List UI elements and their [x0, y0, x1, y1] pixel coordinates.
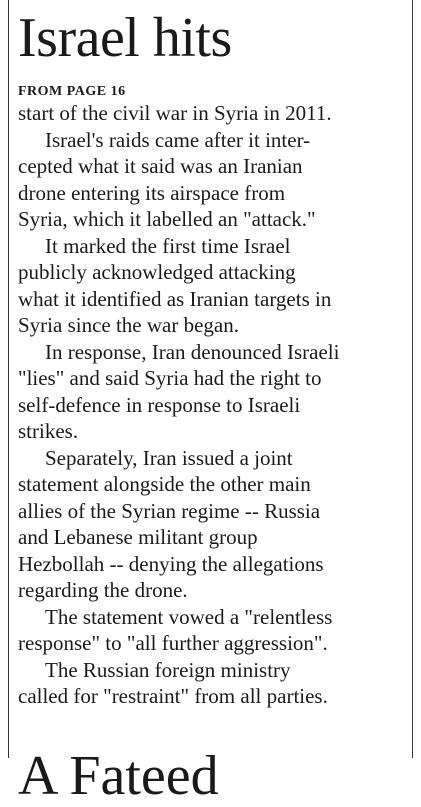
text-line: cepted what it said was an Iranian	[18, 154, 303, 178]
text-line: Hezbollah -- denying the allegations	[18, 551, 324, 576]
text-line: called for "restraint" from all parties.	[18, 684, 328, 708]
jump-line: FROM PAGE 16	[18, 84, 126, 99]
paragraph-6	[18, 604, 410, 657]
text-line: It marked the first time Israel	[45, 233, 291, 258]
paragraph-3	[18, 233, 410, 339]
text-line: The statement vowed a "relentless	[45, 604, 333, 629]
text-line: strikes.	[18, 419, 79, 443]
text-line: response" to "all further aggression".	[18, 631, 328, 655]
text-line: publicly acknowledged attacking	[18, 260, 296, 284]
article-body	[18, 100, 410, 710]
text-line: Separately, Iran issued a joint	[45, 445, 293, 470]
paragraph-1	[18, 100, 410, 127]
text-line: The Russian foreign ministry	[45, 657, 291, 682]
text-line: regarding the drone.	[18, 578, 188, 602]
paragraph-4	[18, 339, 410, 445]
text-line: drone entering its airspace from	[18, 180, 286, 205]
column-rule-right	[412, 0, 413, 758]
text-line: self-defence in response to Israeli	[18, 392, 301, 417]
paragraph-2	[18, 127, 410, 233]
paragraph-5	[18, 445, 410, 604]
paragraph-7	[18, 657, 410, 710]
next-article-headline-fragment: A Fateed	[18, 745, 219, 807]
text-line: allies of the Syrian regime -- Russia	[18, 498, 321, 523]
text-line: "lies" and said Syria had the right to	[18, 366, 322, 390]
article-headline: Israel hits	[18, 7, 232, 69]
text-line: Israel's raids came after it inter-	[45, 127, 311, 152]
text-line: what it identified as Iranian targets in	[18, 286, 332, 311]
text-line: start of the civil war in Syria in 2011.	[18, 101, 332, 125]
text-line: Syria since the war began.	[18, 313, 240, 337]
text-line: statement alongside the other main	[18, 472, 311, 496]
column-rule-left	[8, 0, 9, 758]
text-line: and Lebanese militant group	[18, 525, 258, 549]
text-line: In response, Iran denounced Israeli	[45, 339, 340, 364]
text-line: Syria, which it labelled an "attack."	[18, 207, 316, 231]
article	[18, 0, 410, 710]
